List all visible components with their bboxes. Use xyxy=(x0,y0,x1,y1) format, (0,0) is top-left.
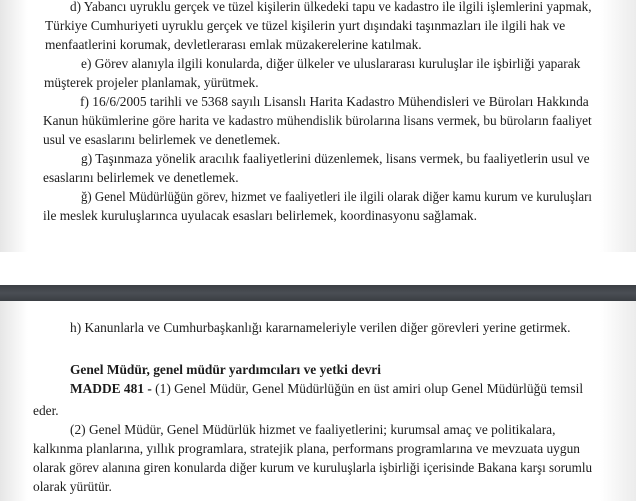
article-first-line xyxy=(70,380,583,398)
page-edge-shadow xyxy=(0,0,28,252)
text-line: usul ve esaslarını belirlemek ve denetlemek. xyxy=(43,132,281,147)
text-line: esaslarını belirlemek ve denetlemek. xyxy=(43,170,239,185)
text-line: menfaatlerini korumak, devletlerarası emlak müzakerelerine katılmak. xyxy=(45,37,422,52)
page-edge-shadow xyxy=(0,301,28,501)
page-edge-shadow xyxy=(600,0,636,252)
section-heading: Genel Müdür, genel müdür yardımcıları ve yetki devri xyxy=(70,362,381,377)
article-text: (1) Genel Müdür, Genel Müdürlüğün en üst amiri olup Genel Müdürlüğü temsil xyxy=(151,381,584,396)
text-line: g) Taşınmaza yönelik aracılık faaliyetlerini düzenlemek, lisans vermek, bu faaliyetlerin usul ve xyxy=(81,151,590,166)
text-line: Kanun hükümlerine göre harita ve kadastro mühendislik bürolarına lisans vermek, bu büroların faaliyet xyxy=(43,113,592,128)
text-line: ile meslek kuruluşlarınca uyulacak esasları belirlemek, koordinasyonu sağlamak. xyxy=(43,208,477,223)
text-line: Türkiye Cumhuriyeti uyruklu gerçek ve tüzel kişilerin yurt dışındaki taşınmazları ile ilgili hak ve xyxy=(45,18,566,33)
text-line: d) Yabancı uyruklu gerçek ve tüzel kişilerin ülkedeki tapu ve kadastro ile ilgili işlemlerini yapmak, xyxy=(70,0,592,14)
article-label: MADDE 481 - xyxy=(70,381,152,396)
text-line: olarak görev alanına giren konularda diğer kurum ve kuruluşlarla işbirliği içerisinde Bakana karşı sorumlu xyxy=(33,460,593,475)
bottom-page-scan xyxy=(0,301,636,501)
text-line: ğ) Genel Müdürlüğün görev, hizmet ve faaliyetleri ile ilgili olarak diğer kamu kurum ve kuruluşları xyxy=(81,189,592,204)
text-line: f) 16/6/2005 tarihli ve 5368 sayılı Lisanslı Harita Kadastro Mühendisleri ve Büroları Hakkında xyxy=(80,94,589,109)
text-line: h) Kanunlarla ve Cumhurbaşkanlığı kararnameleriyle verilen diğer görevleri yerine getirmek. xyxy=(70,320,571,335)
text-line: eder. xyxy=(33,403,59,418)
text-line: (2) Genel Müdür, Genel Müdürlük hizmet ve faaliyetlerini; kurumsal amaç ve politikalara, xyxy=(70,422,556,437)
page-edge-shadow xyxy=(600,301,636,501)
text-line: olarak yürütür. xyxy=(33,479,112,494)
text-line: müşterek projeler planlamak, yürütmek. xyxy=(44,75,259,90)
text-line: kalkınma planlarına, yıllık programlara, stratejik plana, performans programlarına ve mevzuata uygun xyxy=(33,441,580,456)
page-divider xyxy=(0,285,636,301)
text-line: e) Görev alanıyla ilgili konularda, diğer ülkeler ve uluslararası kuruluşlar ile işbirliği yaparak xyxy=(81,56,581,71)
